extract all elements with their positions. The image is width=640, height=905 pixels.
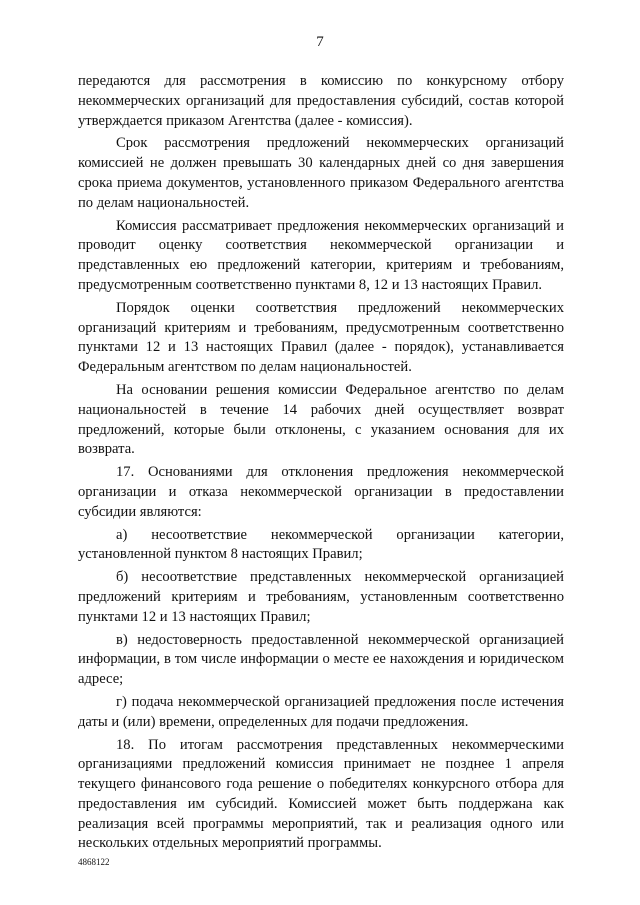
page-number: 7 [316, 34, 324, 50]
paragraph: передаются для рассмотрения в комиссию по конкурсному отбору некоммерческих организаций для предоставления субсидий, состав которой утверждается приказом Агентства (далее - комиссия). [78, 73, 564, 129]
list-item-c: в) недостоверность предоставленной некоммерческой организацией информации, в том числе информации о месте ее нахождения и юридическом адресе; [78, 631, 564, 688]
paragraph: На основании решения комиссии Федеральное агентство по делам национальностей в течение 14 рабочих дней осуществляет возврат предложений, которые были отклонены, с указанием основания для их возврата. [78, 381, 564, 458]
list-item-b: б) несоответствие представленных некоммерческой организацией предложений критериям и требованиям, установленным соответственно пунктами 12 и 13 настоящих Правил; [78, 569, 564, 625]
list-item-d: г) подача некоммерческой организацией предложения после истечения даты и (или) времени, определенных для подачи предложения. [78, 693, 564, 730]
paragraph-item-17: 17. Основаниями для отклонения предложения некоммерческой организации и отказа некоммерческой организации в предоставлении субсидии являются: [78, 464, 564, 520]
paragraph-item-18: 18. По итогам рассмотрения представленных некоммерческими организациями предложений комиссия принимает не позднее 1 апреля текущего финансового года решение о победителях конкурсного отбора для предоставления им субсидий. Комиссией может быть поддержана как реализация всей программы мероприятий, так и реализация одного или нескольких отдельных мероприятий программы. [78, 736, 564, 852]
document-id: 4868122 [78, 857, 110, 867]
paragraph: Порядок оценки соответствия предложений некоммерческих организаций критериям и требованиям, предусмотренным соответственно пунктами 12 и 13 настоящих Правил (далее - порядок), устанавливается Федеральным агентством по делам национальностей. [78, 299, 564, 376]
paragraph: Комиссия рассматривает предложения некоммерческих организаций и проводит оценку соответствия некоммерческой организации и представленных ею предложений категории, критериям и требованиям, предусмотренным соответственно пунктами 8, 12 и 13 настоящих Правил. [78, 217, 564, 293]
document-body [78, 72, 564, 857]
list-item-a: а) несоответствие некоммерческой организации категории, установленной пунктом 8 настоящих Правил; [78, 526, 564, 563]
paragraph: Срок рассмотрения предложений некоммерческих организаций комиссией не должен превышать 30 календарных дней со дня завершения срока приема документов, установленного приказом Федерального агентства по делам национальностей. [78, 135, 564, 211]
